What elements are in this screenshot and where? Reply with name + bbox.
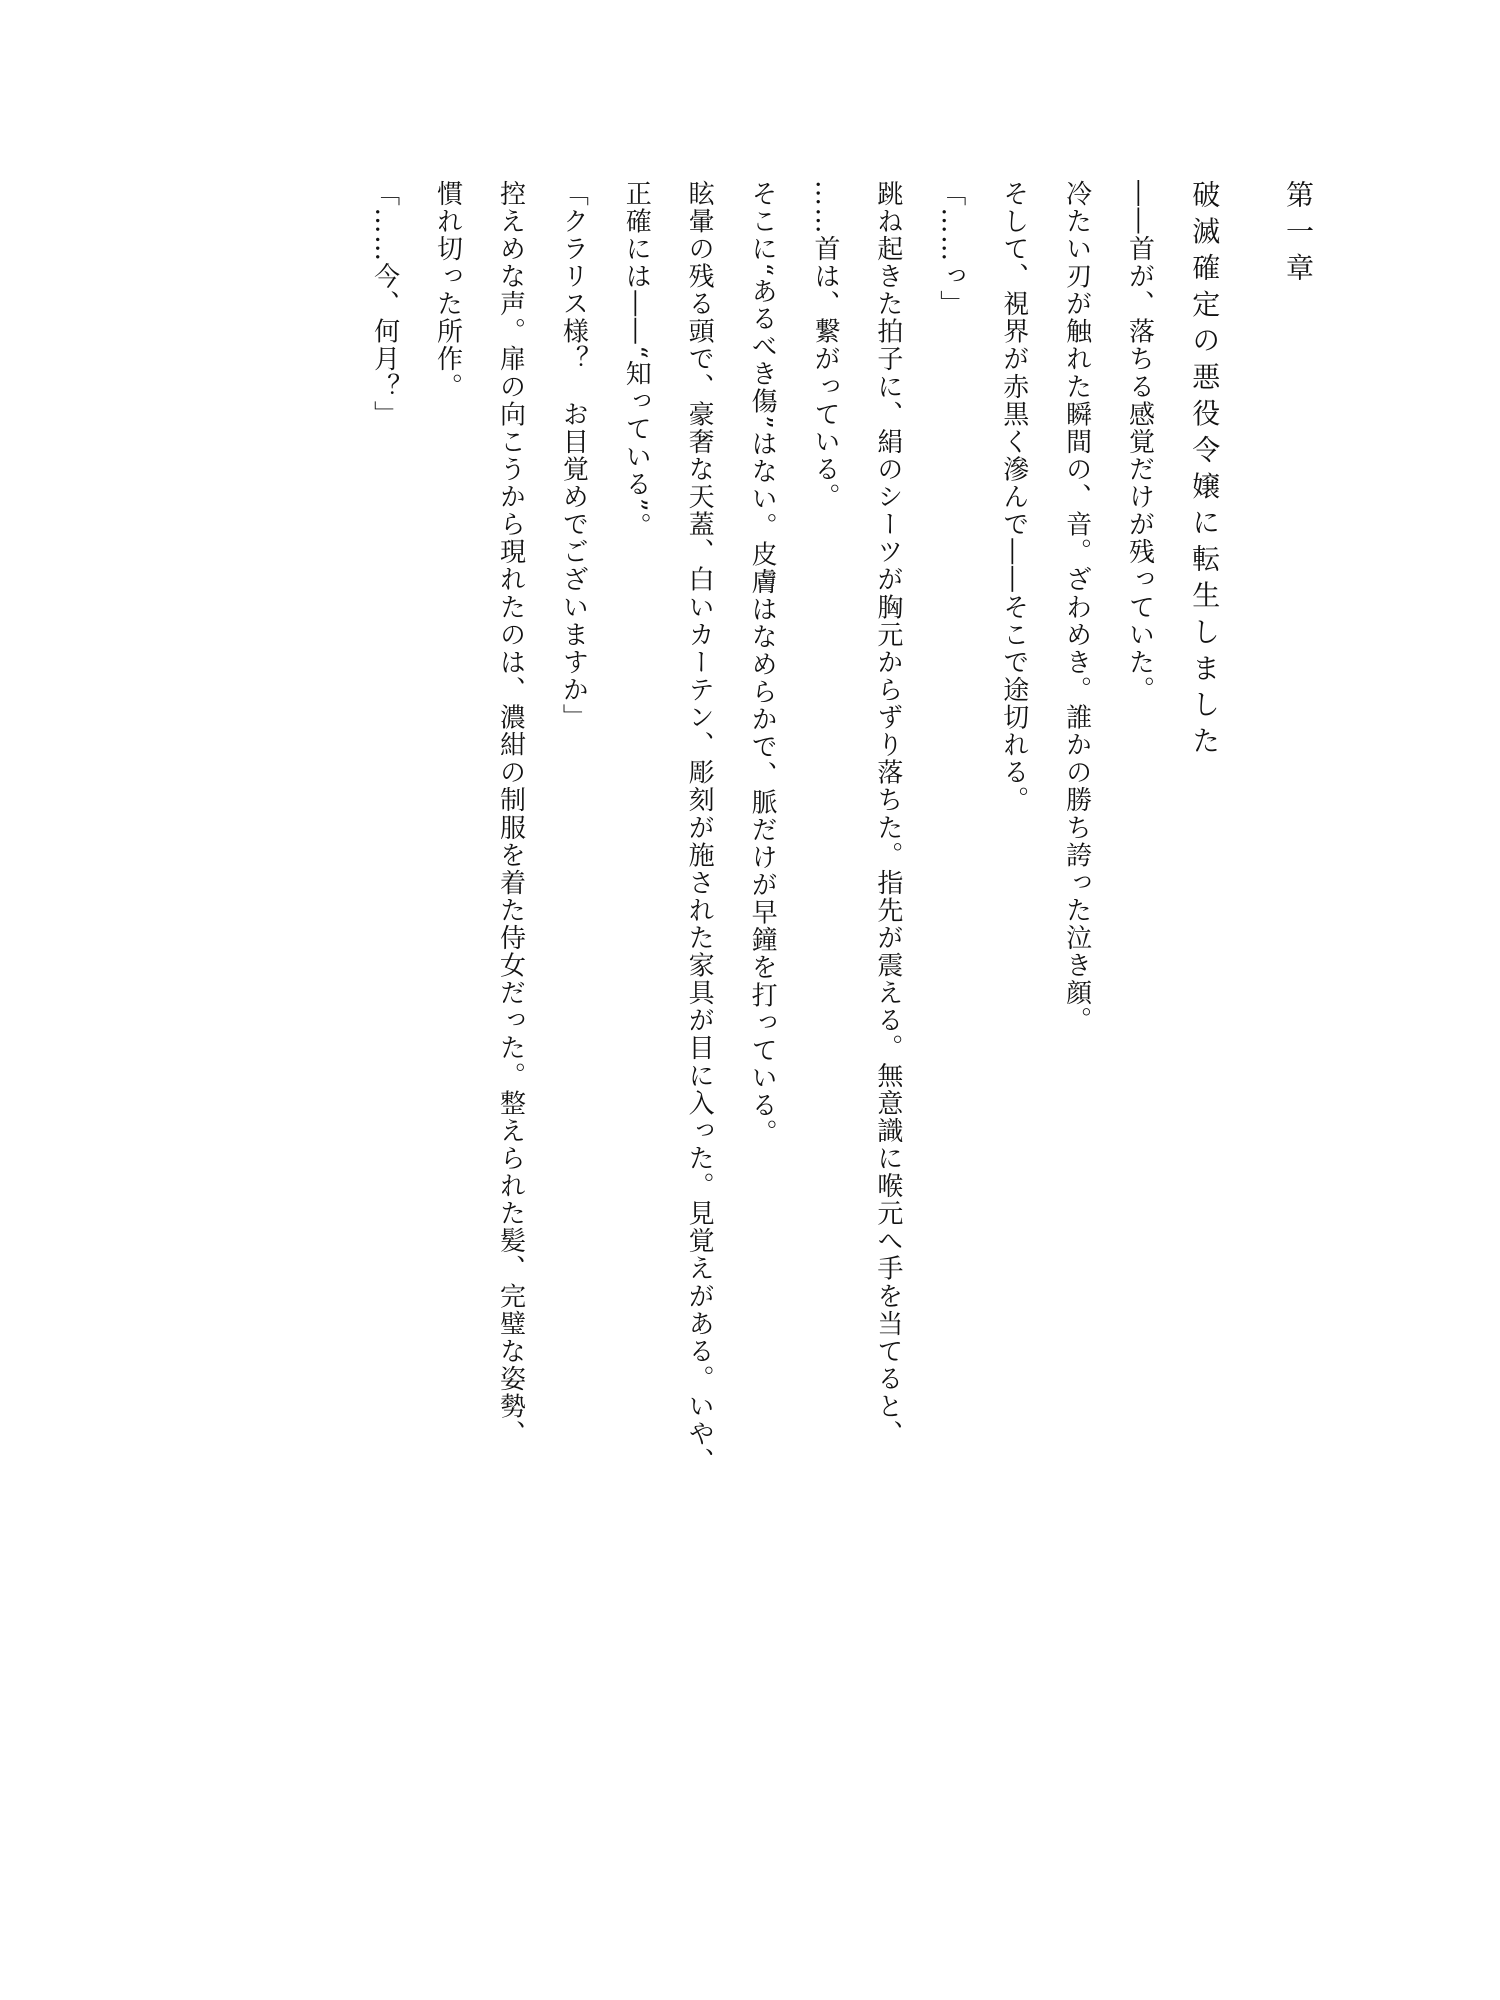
vertical-text-body (232, 180, 1332, 1800)
chapter-heading (1171, 180, 1333, 1800)
paragraph: ……首は、繋がっている。 (809, 180, 840, 511)
chapter-title: 破滅確定の悪役令嬢に転生しました (1188, 180, 1222, 763)
chapter-heading-spacer (1238, 180, 1264, 1800)
paragraph: そして、視界が赤黒く滲んで――そこで途切れる。 (998, 180, 1029, 814)
chapter-number: 第一章 (1282, 180, 1315, 290)
paragraph: 冷たい刃が触れた瞬間の、音。ざわめき。誰かの勝ち誇った泣き顔。 (1061, 180, 1092, 1035)
paragraph: そこに“あるべき傷”はない。皮膚はなめらかで、脈だけが早鐘を打っている。 (747, 180, 778, 1147)
paragraph: 跳ね起きた拍子に、絹のシーツが胸元からずり落ちた。指先が震える。無意識に喉元へ手を当てると、 (872, 180, 903, 1448)
paragraph: 「……今、何月？」 (369, 180, 400, 429)
paragraph: 「クラリス様？ お目覚めでございますか」 (558, 180, 589, 732)
paragraph: 眩暈の残る頭で、豪奢な天蓋、白いカーテン、彫刻が施された家具が目に入った。見覚えがある。いや、 (684, 180, 715, 1476)
paragraph: 「……っ」 (935, 180, 966, 318)
paragraph: ――首が、落ちる感覚だけが残っていた。 (1124, 180, 1155, 704)
paragraph: 控えめな声。扉の向こうから現れたのは、濃紺の制服を着た侍女だった。整えられた髪、完璧な姿勢、 (495, 180, 526, 1448)
paragraph: 正確には――“知っている”。 (621, 180, 652, 541)
paragraph: 慣れ切った所作。 (432, 180, 463, 401)
